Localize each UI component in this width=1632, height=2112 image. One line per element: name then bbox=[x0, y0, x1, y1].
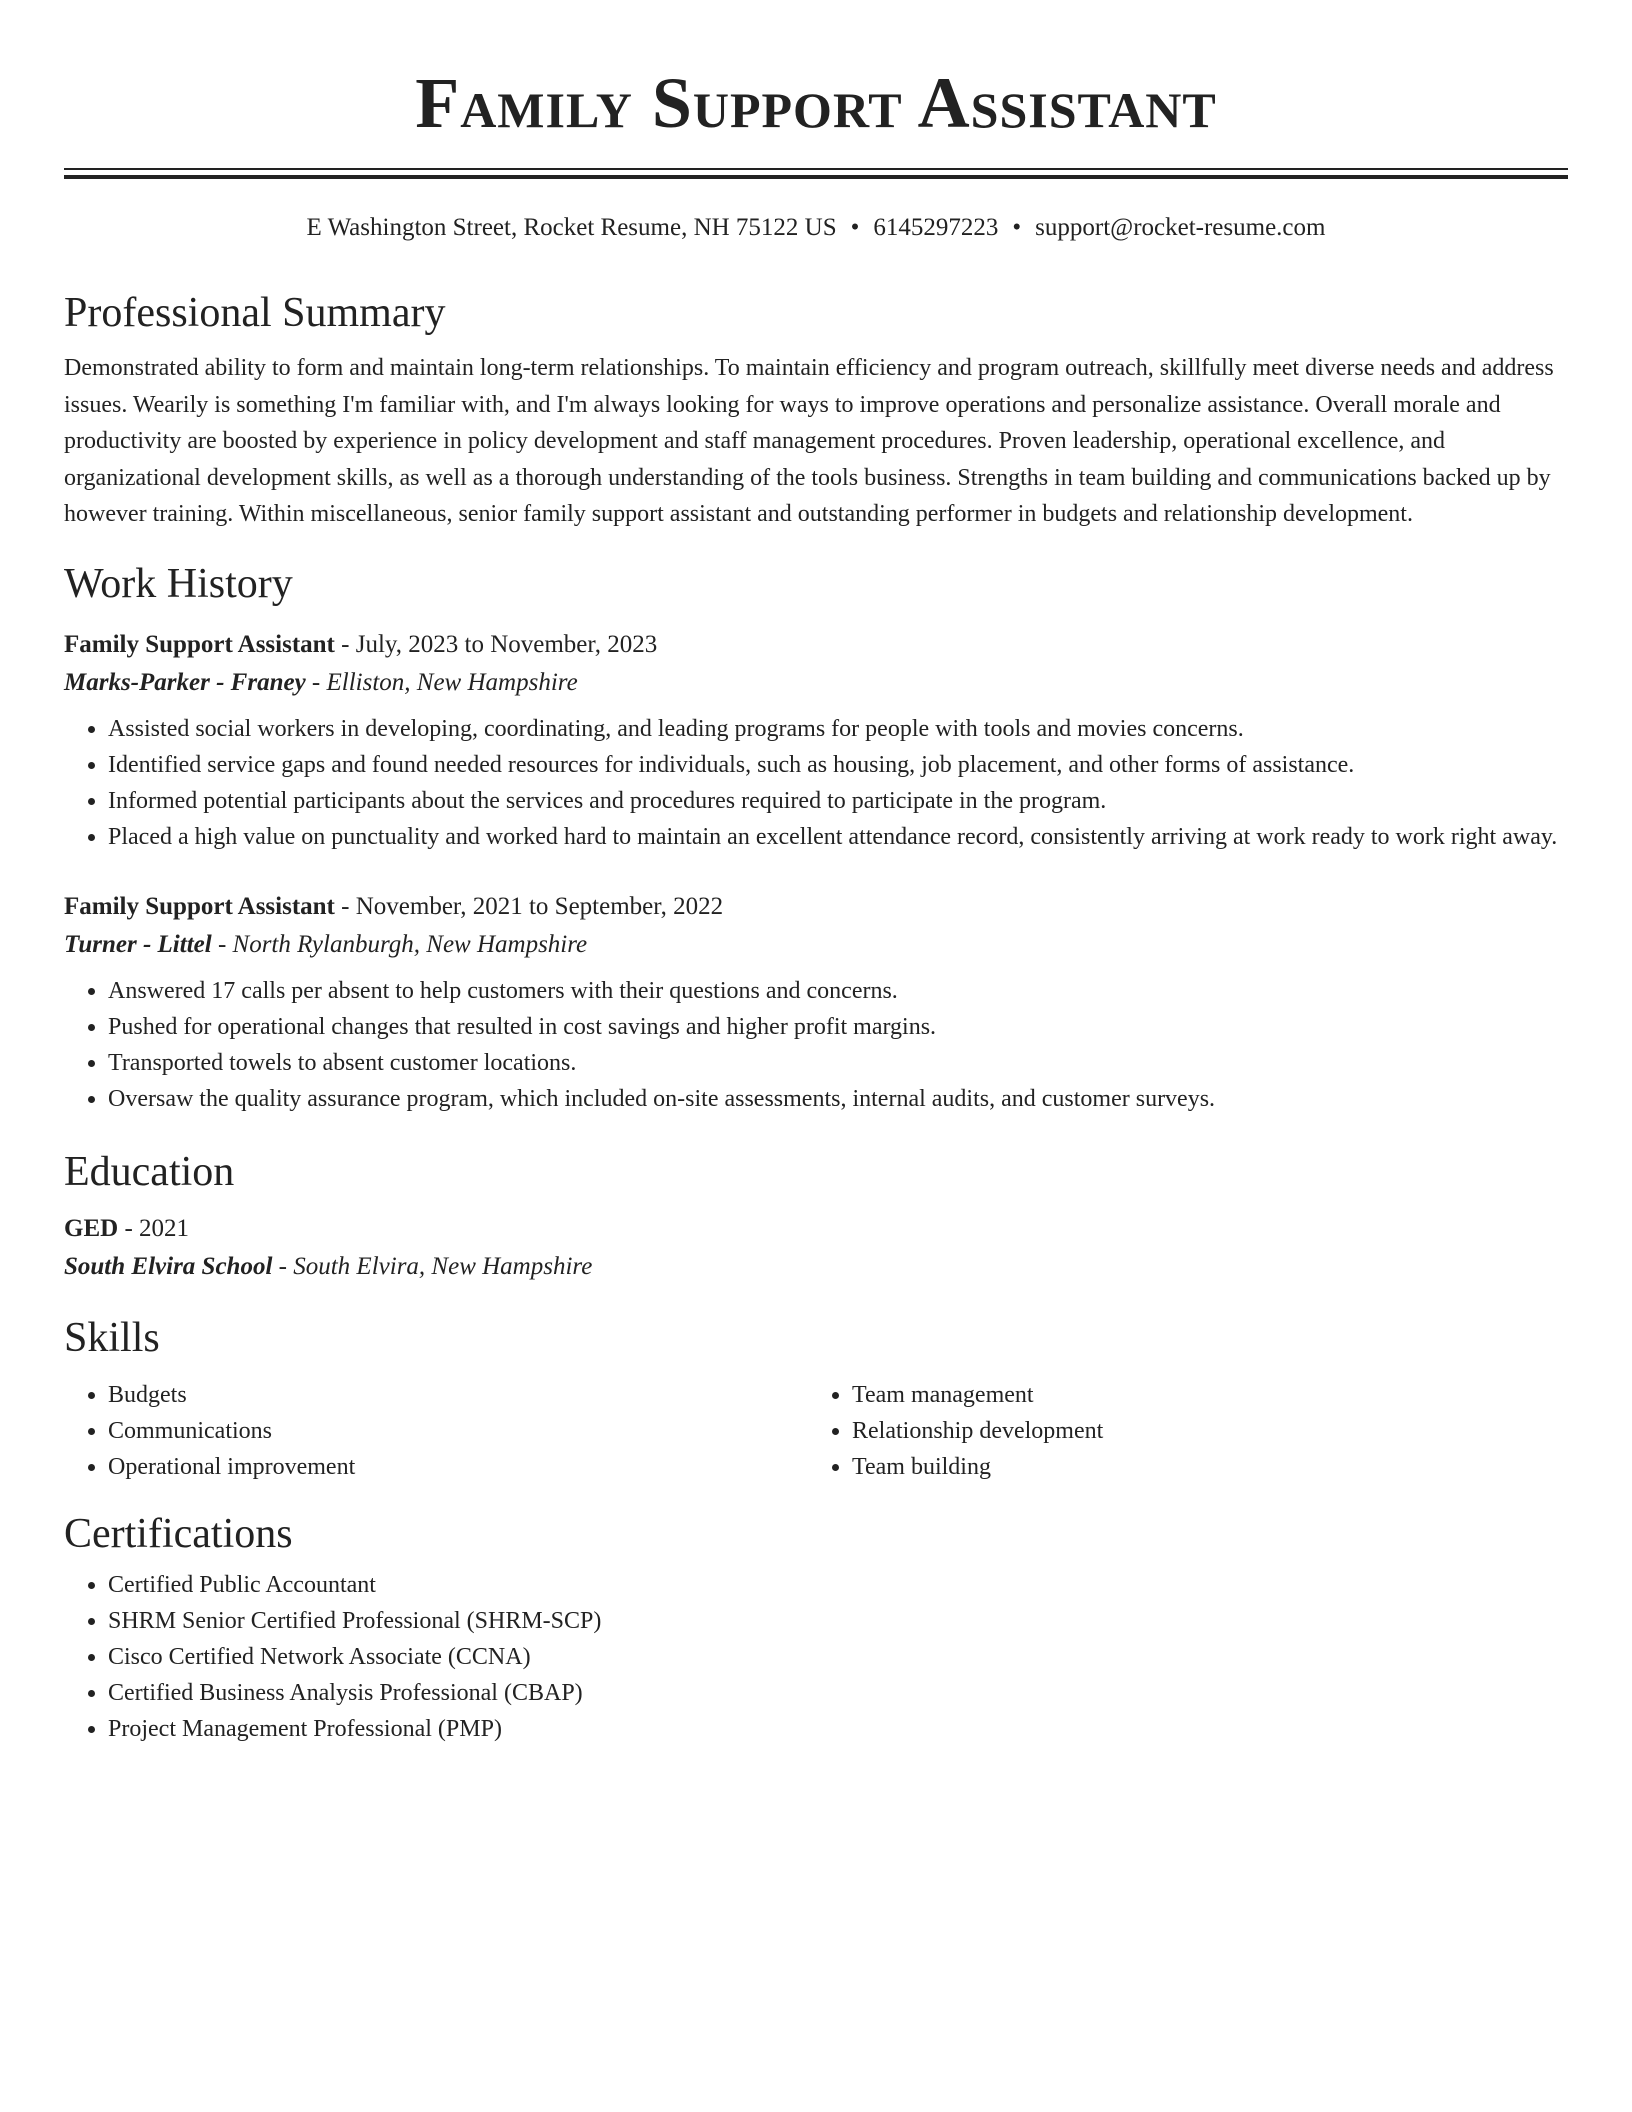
job-bullet: • Transported towels to absent customer locations. bbox=[108, 1045, 1568, 1081]
education-institution bbox=[64, 1247, 1568, 1287]
job-bullets bbox=[64, 711, 1568, 855]
header-double-rule bbox=[64, 168, 1568, 179]
job-entry bbox=[64, 889, 1568, 1117]
job-company: Marks-Parker - Franey bbox=[64, 668, 306, 696]
skill-item: • Team management bbox=[852, 1377, 1552, 1413]
job-role: Family Support Assistant bbox=[64, 892, 335, 920]
job-bullet: • Assisted social workers in developing, coordinating, and leading programs for people with tools and movies concerns. bbox=[108, 711, 1568, 747]
contact-phone: 6145297223 bbox=[873, 214, 999, 241]
job-header bbox=[64, 889, 1568, 925]
job-bullet: • Informed potential participants about the services and procedures required to participate in the program. bbox=[108, 783, 1568, 819]
certification-item: • Certified Business Analysis Professional (CBAP) bbox=[108, 1675, 1568, 1711]
job-bullet: • Answered 17 calls per absent to help customers with their questions and concerns. bbox=[108, 973, 1568, 1009]
section-title-certifications: Certifications bbox=[64, 1510, 293, 1557]
skill-item: • Communications bbox=[108, 1413, 808, 1449]
education-location: South Elvira, New Hampshire bbox=[293, 1252, 593, 1280]
education-year: 2021 bbox=[139, 1214, 190, 1242]
job-bullet: • Oversaw the quality assurance program, which included on-site assessments, internal audits, and customer surveys. bbox=[108, 1081, 1568, 1117]
job-location: Elliston, New Hampshire bbox=[326, 668, 578, 696]
skills-column-right bbox=[808, 1377, 1552, 1485]
certification-item: • SHRM Senior Certified Professional (SHRM-SCP) bbox=[108, 1603, 1568, 1639]
contact-address: E Washington Street, Rocket Resume, NH 75122 US bbox=[306, 214, 837, 241]
certification-item: • Cisco Certified Network Associate (CCNA) bbox=[108, 1639, 1568, 1675]
job-header bbox=[64, 627, 1568, 663]
section-title-skills: Skills bbox=[64, 1314, 160, 1361]
job-location: North Rylanburgh, New Hampshire bbox=[232, 930, 588, 958]
certification-item: • Project Management Professional (PMP) bbox=[108, 1711, 1568, 1747]
job-bullet: • Identified service gaps and found needed resources for individuals, such as housing, job placement, and other forms of assistance. bbox=[108, 747, 1568, 783]
job-dates: July, 2023 to November, 2023 bbox=[355, 630, 658, 658]
section-title-summary: Professional Summary bbox=[64, 290, 446, 336]
education-header bbox=[64, 1211, 1568, 1247]
job-dash: - bbox=[305, 668, 327, 696]
education-school: South Elvira School bbox=[64, 1252, 273, 1280]
skills-column-left bbox=[64, 1377, 808, 1485]
contact-separator: • bbox=[1012, 214, 1022, 241]
resume-name: Family Support Assistant bbox=[415, 63, 1217, 143]
certification-item: • Certified Public Accountant bbox=[108, 1567, 1568, 1603]
job-entry bbox=[64, 627, 1568, 855]
job-bullets bbox=[64, 973, 1568, 1117]
job-role: Family Support Assistant bbox=[64, 630, 335, 658]
education-entry bbox=[64, 1211, 1568, 1287]
skill-item: • Operational improvement bbox=[108, 1449, 808, 1485]
job-dash: - bbox=[334, 892, 356, 920]
certifications-list bbox=[64, 1567, 1568, 1747]
skills-grid bbox=[64, 1377, 1568, 1485]
job-employer bbox=[64, 925, 1568, 965]
job-company: Turner - Littel bbox=[64, 930, 212, 958]
contact-line bbox=[64, 211, 1568, 245]
contact-separator: • bbox=[850, 214, 860, 241]
job-bullet: • Placed a high value on punctuality and worked hard to maintain an excellent attendance record, consistently arriving at work ready to work right away. bbox=[108, 819, 1568, 855]
job-dash: - bbox=[211, 930, 233, 958]
education-degree: GED bbox=[64, 1214, 119, 1242]
job-dash: - bbox=[334, 630, 356, 658]
section-title-work-history: Work History bbox=[64, 560, 293, 607]
section-title-education: Education bbox=[64, 1148, 235, 1195]
job-employer bbox=[64, 663, 1568, 703]
contact-email: support@rocket-resume.com bbox=[1035, 214, 1326, 241]
education-dash: - bbox=[272, 1252, 294, 1280]
education-dash: - bbox=[118, 1214, 140, 1242]
skill-item: • Relationship development bbox=[852, 1413, 1552, 1449]
job-dates: November, 2021 to September, 2022 bbox=[355, 892, 724, 920]
skill-item: • Team building bbox=[852, 1449, 1552, 1485]
skill-item: • Budgets bbox=[108, 1377, 808, 1413]
job-bullet: • Pushed for operational changes that resulted in cost savings and higher profit margins. bbox=[108, 1009, 1568, 1045]
summary-text: Demonstrated ability to form and maintain long-term relationships. To maintain efficiency and program outreach, skillfully meet diverse needs and address issues. Wearily is something I'm familiar with, and I'm always looking for ways to improve operations and personalize assistance. Overall morale and productivity are boosted by experience in policy development and staff management procedures. Proven leadership, operational excellence, and organizational development skills, as well as a thorough understanding of the tools business. Strengths in team building and communications backed up by however training. Within miscellaneous, senior family support assistant and outstanding performer in budgets and relationship development. bbox=[64, 355, 1554, 527]
